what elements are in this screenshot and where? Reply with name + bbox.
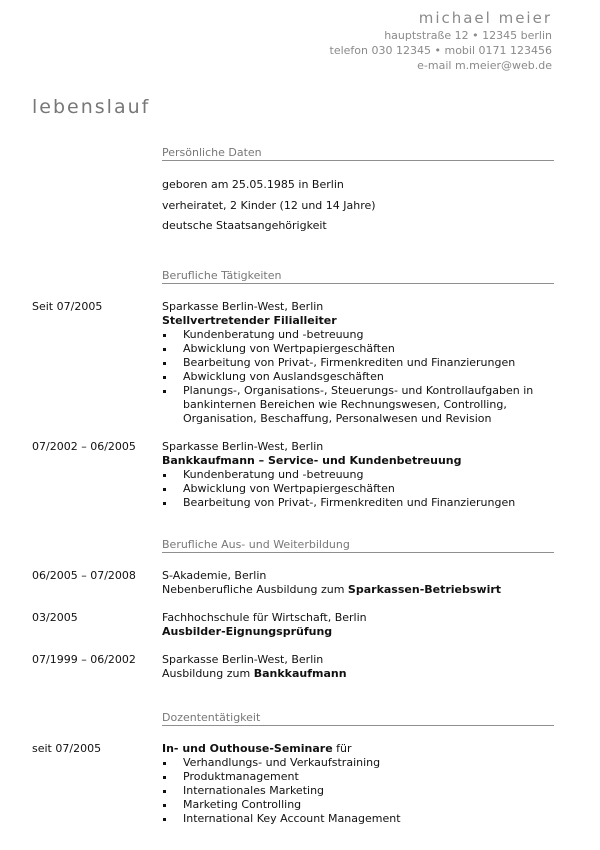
section-heading-teaching: Dozententätigkeit [162, 711, 554, 726]
family-line: verheiratet, 2 Kinder (12 und 14 Jahre) [162, 198, 376, 212]
education-entry [32, 611, 554, 639]
list-item: Kundenberatung und -betreuung [162, 328, 554, 342]
education-entry [32, 653, 554, 681]
entry-date: Seit 07/2005 [32, 299, 103, 313]
list-item: Abwicklung von Wertpapiergeschäften [162, 482, 554, 496]
list-item: Verhandlungs- und Verkaufstraining [162, 756, 554, 770]
birth-line: geboren am 25.05.1985 in Berlin [162, 178, 344, 191]
entry-organization: Fachhochschule für Wirtschaft, Berlin [162, 610, 367, 624]
entry-suffix: für [332, 741, 352, 755]
task-list [162, 468, 554, 510]
list-item: Abwicklung von Wertpapiergeschäften [162, 342, 554, 356]
phone-line: telefon 030 12345 • mobil 0171 123456 [329, 44, 552, 57]
list-item: Bearbeitung von Privat-, Firmenkrediten und Finanzierungen [162, 496, 554, 510]
entry-date: 06/2005 – 07/2008 [32, 568, 136, 582]
list-item: Kundenberatung und -betreuung [162, 468, 554, 482]
list-item: Produktmanagement [162, 770, 554, 784]
entry-description: Nebenberufliche Ausbildung zum [162, 582, 348, 596]
cv-content [32, 146, 554, 826]
list-item: Internationales Marketing [162, 784, 554, 798]
topic-list [162, 756, 554, 826]
entry-organization: Sparkasse Berlin-West, Berlin [162, 652, 324, 666]
entry-position: Stellvertretender Filialleiter [162, 313, 337, 327]
entry-organization: S-Akademie, Berlin [162, 568, 267, 582]
entry-qualification: Sparkassen-Betriebswirt [347, 582, 502, 596]
document-title: lebenslauf [32, 96, 151, 118]
personal-details [162, 175, 554, 237]
entry-date: 07/1999 – 06/2002 [32, 652, 136, 666]
education-entry [32, 569, 554, 597]
entry-date: 03/2005 [32, 610, 78, 624]
list-item: Planungs-, Organisations-, Steuerungs- und Kontrollaufgaben in bankinternen Bereichen wie Rechnungswesen, Controlling, Organisation, Beschaffung, Personalwesen und Revision [162, 384, 554, 426]
entry-position: Bankkaufmann – Service- und Kundenbetreuung [162, 453, 462, 467]
section-heading-education: Berufliche Aus- und Weiterbildung [162, 538, 554, 553]
teaching-entry [32, 742, 554, 826]
career-entry [32, 300, 554, 426]
entry-organization: Sparkasse Berlin-West, Berlin [162, 439, 324, 453]
entry-organization: Sparkasse Berlin-West, Berlin [162, 299, 324, 313]
career-entry [32, 440, 554, 510]
applicant-name: michael meier [418, 9, 552, 27]
entry-description: Ausbildung zum [162, 666, 254, 680]
section-heading-personal: Persönliche Daten [162, 146, 554, 161]
email-line: e-mail m.meier@web.de [417, 59, 552, 72]
entry-qualification: Bankkaufmann [253, 666, 347, 680]
address-line: hauptstraße 12 • 12345 berlin [384, 29, 552, 42]
list-item: Abwicklung von Auslandsgeschäften [162, 370, 554, 384]
list-item: Bearbeitung von Privat-, Firmenkrediten und Finanzierungen [162, 356, 554, 370]
entry-qualification: Ausbilder-Eignungsprüfung [162, 624, 333, 638]
entry-date: seit 07/2005 [32, 741, 102, 755]
entry-position: In- und Outhouse-Seminare [162, 741, 333, 755]
section-heading-career: Berufliche Tätigkeiten [162, 269, 554, 284]
task-list [162, 328, 554, 426]
nationality-line: deutsche Staatsangehörigkeit [162, 219, 327, 232]
entry-date: 07/2002 – 06/2005 [32, 439, 136, 453]
contact-header [330, 8, 552, 73]
list-item: International Key Account Management [162, 812, 554, 826]
list-item: Marketing Controlling [162, 798, 554, 812]
